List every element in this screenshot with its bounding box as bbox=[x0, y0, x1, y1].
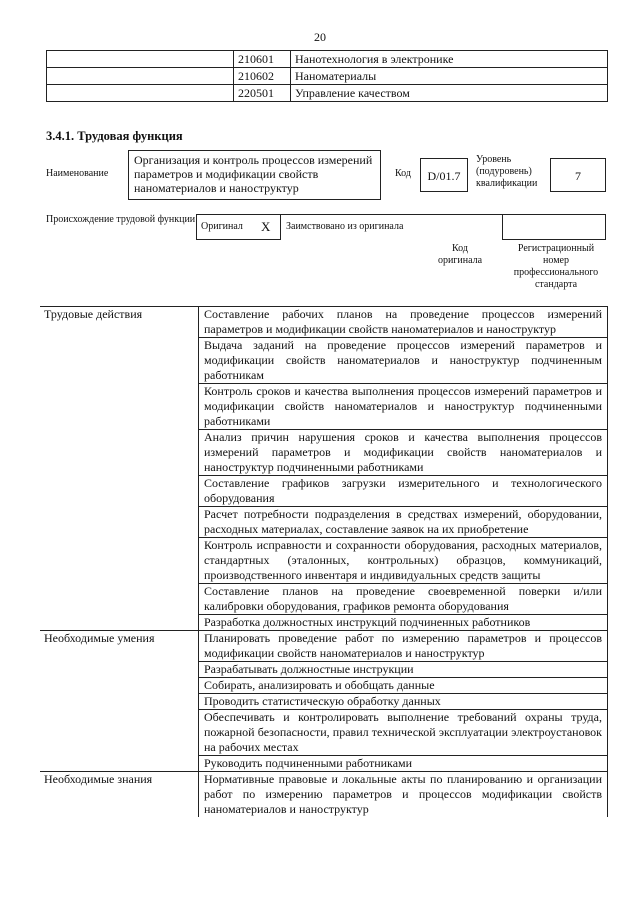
section-item: Планировать проведение работ по измерению параметров и процессов модификации свойств наноматериалов и наноструктур bbox=[199, 631, 608, 662]
original-label: Оригинал bbox=[201, 221, 243, 232]
section-item: Нормативные правовые и локальные акты по планированию и организации работ по измерению параметров и процессов модификации свойств наноматериалов и наноструктур bbox=[199, 772, 608, 818]
section-item: Составление графиков загрузки измерительного и технологического оборудования bbox=[199, 476, 608, 507]
section-item: Выдача заданий на проведение процессов измерений параметров и модификации свойств наноматериалов и наноструктур подчиненным работникам bbox=[199, 338, 608, 384]
detail-row bbox=[40, 772, 608, 818]
section-item: Контроль исправности и сохранности оборудования, расходных материалов, стандартных (эталонных, контрольных) образцов, коммуникаций, производственного инвентаря и индивидуальных средств защиты bbox=[199, 538, 608, 584]
section-item: Разрабатывать должностные инструкции bbox=[199, 662, 608, 678]
name-label: Наименование bbox=[46, 168, 109, 179]
reg-number-label: Регистрационный номер профессионального стандарта bbox=[513, 243, 599, 290]
code-row-spacer bbox=[47, 85, 234, 102]
origin-row bbox=[196, 214, 606, 240]
code-value: 210601 bbox=[234, 51, 291, 68]
section-item: Расчет потребности подразделения в средствах измерений, оборудовании, расходных материалах, составление заявок на их приобретение bbox=[199, 507, 608, 538]
borrowed-cell bbox=[280, 214, 502, 240]
code-row bbox=[47, 68, 608, 85]
section-category: Необходимые умения bbox=[40, 631, 199, 772]
section-item: Собирать, анализировать и обобщать данные bbox=[199, 678, 608, 694]
level-label: Уровень (подуровень) квалификации bbox=[476, 154, 538, 189]
code-name: Нанотехнология в электронике bbox=[291, 51, 608, 68]
section-category: Необходимые знания bbox=[40, 772, 199, 818]
code-value: 220501 bbox=[234, 85, 291, 102]
code-value: 210602 bbox=[234, 68, 291, 85]
section-item: Обеспечивать и контролировать выполнение требований охраны труда, пожарной безопасности, правил технической эксплуатации электроустановок на рабочих местах bbox=[199, 710, 608, 756]
function-details-table bbox=[40, 306, 608, 817]
section-item: Составление рабочих планов на проведение процессов измерений параметров и модификации свойств наноматериалов и наноструктур bbox=[199, 307, 608, 338]
section-item: Составление планов на проведение своевременной поверки и/или калибровки оборудования, графиков ремонта оборудования bbox=[199, 584, 608, 615]
code-label: Код bbox=[395, 168, 411, 179]
function-code-box: D/01.7 bbox=[420, 158, 468, 192]
function-name-box: Организация и контроль процессов измерений параметров и модификации свойств наноматериалов и наноструктур bbox=[128, 150, 381, 200]
section-item: Анализ причин нарушения сроков и качества выполнения процессов измерений параметров и модификации свойств наноматериалов и наноструктур подчиненными работниками bbox=[199, 430, 608, 476]
origin-label: Происхождение трудовой функции bbox=[46, 214, 196, 225]
code-row-spacer bbox=[47, 68, 234, 85]
code-row bbox=[47, 85, 608, 102]
section-title: 3.4.1. Трудовая функция bbox=[46, 129, 183, 143]
section-item: Контроль сроков и качества выполнения процессов измерений параметров и модификации свойств наноматериалов и наноструктур подчиненными работниками bbox=[199, 384, 608, 430]
code-name: Управление качеством bbox=[291, 85, 608, 102]
detail-row bbox=[40, 631, 608, 662]
codes-table bbox=[46, 50, 608, 102]
section-item: Руководить подчиненными работниками bbox=[199, 756, 608, 772]
code-row-spacer bbox=[47, 51, 234, 68]
original-cell bbox=[196, 214, 280, 240]
borrowed-label: Заимствовано из оригинала bbox=[286, 221, 404, 232]
section-category: Трудовые действия bbox=[40, 307, 199, 631]
reg-number-cell bbox=[502, 214, 606, 240]
section-item: Разработка должностных инструкций подчиненных работников bbox=[199, 615, 608, 631]
level-box: 7 bbox=[550, 158, 606, 192]
section-item: Проводить статистическую обработку данных bbox=[199, 694, 608, 710]
detail-row bbox=[40, 307, 608, 338]
code-original-label: Код оригинала bbox=[437, 243, 483, 266]
original-mark: X bbox=[261, 219, 271, 234]
page-number: 20 bbox=[314, 30, 326, 44]
code-row bbox=[47, 51, 608, 68]
code-name: Наноматериалы bbox=[291, 68, 608, 85]
